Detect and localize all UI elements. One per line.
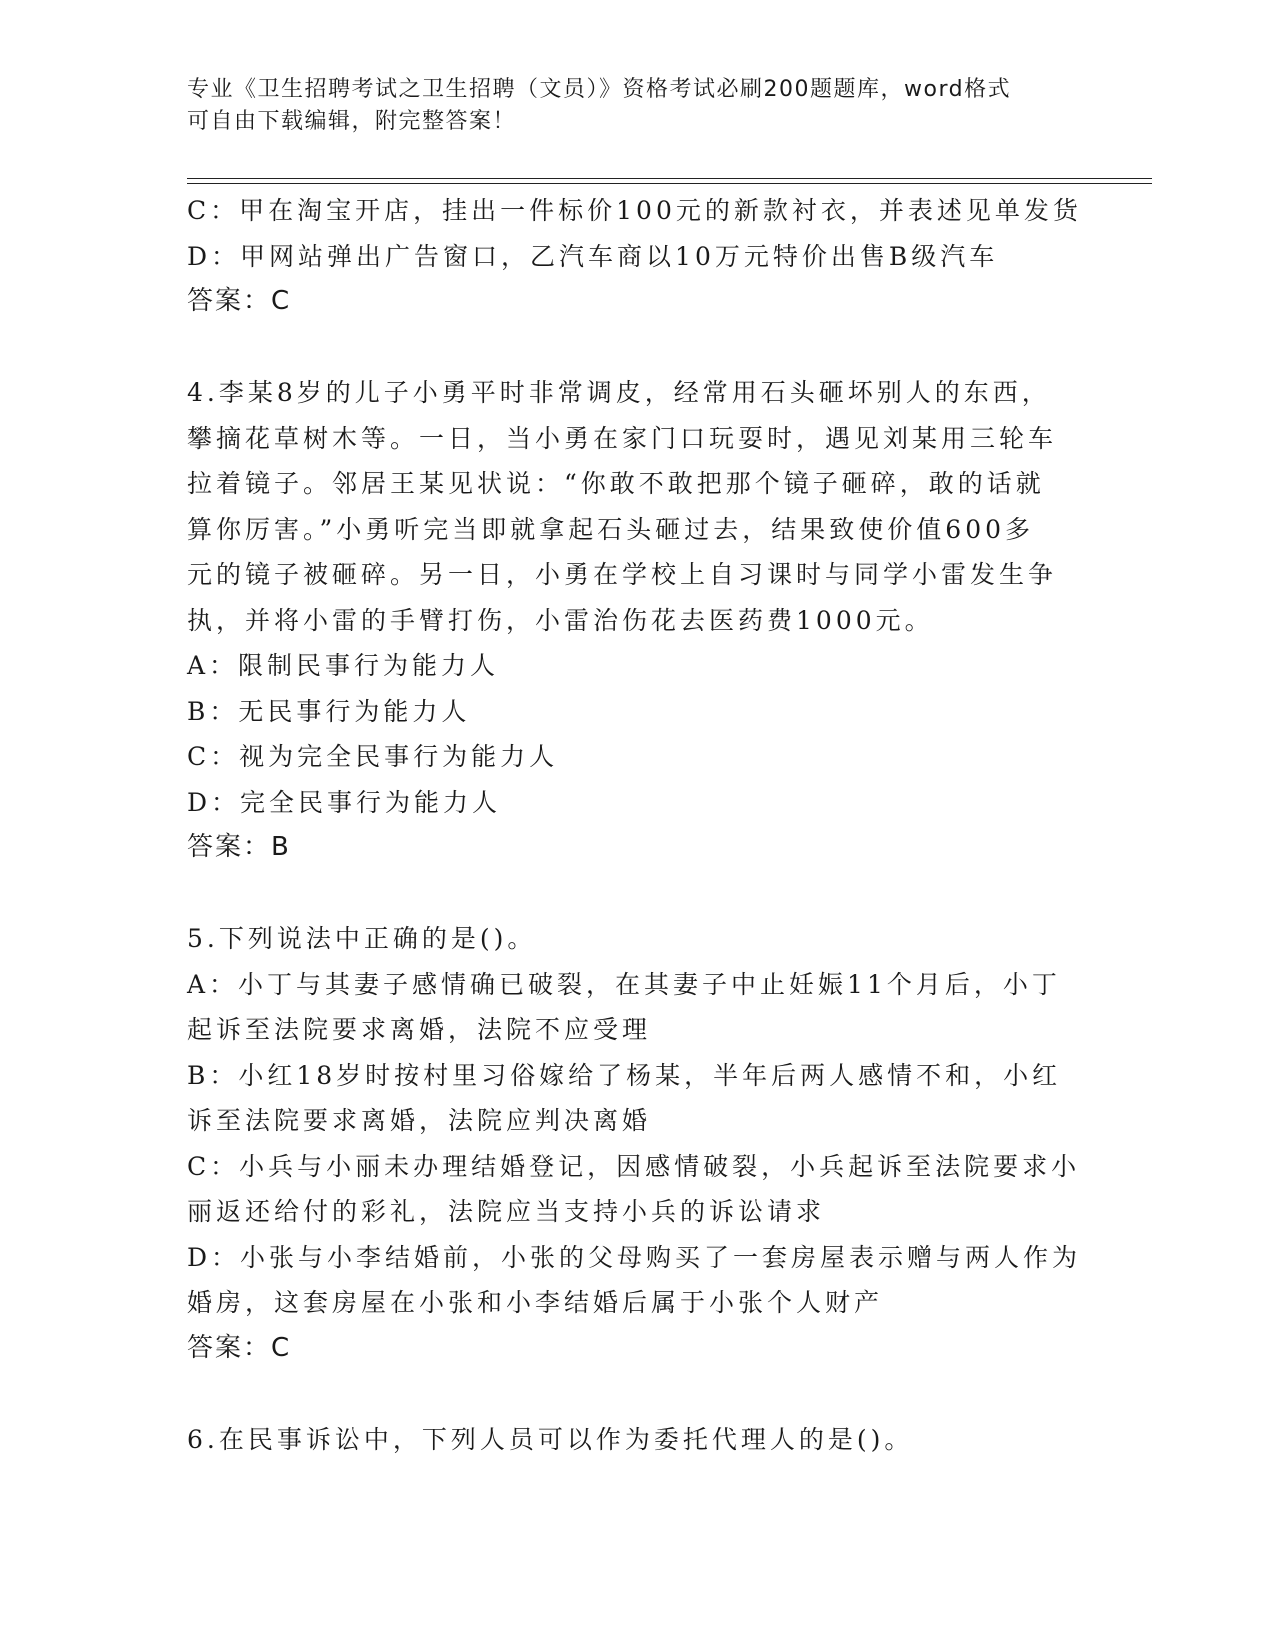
q5-option-a-cont: 起诉至法院要求离婚，法院不应受理: [187, 1015, 652, 1044]
question-5: [187, 916, 1087, 1371]
q4-option-c: C：视为完全民事行为能力人: [187, 742, 559, 771]
q5-option-b-cont: 诉至法院要求离婚，法院应判决离婚: [187, 1106, 652, 1135]
q5-option-d-cont: 婚房，这套房屋在小张和小李结婚后属于小张个人财产: [187, 1288, 884, 1317]
q3-option-d: D：甲网站弹出广告窗口，乙汽车商以10万元特价出售B级汽车: [187, 241, 999, 271]
question-6: [187, 1417, 1087, 1463]
q5-option-c: C：小兵与小丽未办理结婚登记，因感情破裂，小兵起诉至法院要求小: [187, 1151, 1081, 1181]
spacer: [187, 871, 1087, 917]
document-header: [187, 74, 1067, 138]
spacer: [187, 325, 1087, 371]
header-title-line-1: 专业《卫生招聘考试之卫生招聘（文员）》资格考试必刷200题题库，word格式: [187, 77, 1012, 102]
q3-answer: 答案：C: [187, 286, 292, 316]
q4-answer: 答案：B: [187, 832, 291, 862]
q5-option-c-cont: 丽返还给付的彩礼，法院应当支持小兵的诉讼请求: [187, 1197, 826, 1226]
q5-option-b: B：小红18岁时按村里习俗嫁给了杨某，半年后两人感情不和，小红: [187, 1060, 1062, 1090]
q5-option-d: D：小张与小李结婚前，小张的父母购买了一套房屋表示赠与两人作为: [187, 1242, 1082, 1272]
header-divider-bottom: [187, 183, 1152, 184]
document-body: [187, 188, 1087, 1462]
q4-stem-line: 执，并将小雷的手臂打伤，小雷治伤花去医药费1000元。: [187, 605, 934, 635]
header-divider-top: [187, 178, 1152, 179]
q4-option-a: A：限制民事行为能力人: [187, 651, 500, 680]
q5-option-a: A：小丁与其妻子感情确已破裂，在其妻子中止妊娠11个月后，小丁: [187, 969, 1061, 999]
q4-stem-line: 元的镜子被砸碎。另一日，小勇在学校上自习课时与同学小雷发生争: [187, 560, 1058, 589]
q4-stem-line: 4.李某8岁的儿子小勇平时非常调皮，经常用石头砸坏别人的东西，: [187, 378, 1051, 407]
spacer: [187, 1371, 1087, 1417]
header-title-line-2: 可自由下载编辑，附完整答案！: [187, 109, 517, 134]
q4-option-b: B：无民事行为能力人: [187, 696, 471, 726]
q4-stem-line: 算你厉害。”小勇听完当即就拿起石头砸过去，结果致使价值600多: [187, 514, 1035, 544]
question-4: [187, 370, 1087, 871]
question-3: [187, 188, 1087, 325]
q5-answer: 答案：C: [187, 1332, 292, 1363]
q4-stem-line: 攀摘花草树木等。一日，当小勇在家门口玩耍时，遇见刘某用三轮车: [187, 423, 1058, 453]
q6-stem: 6.在民事诉讼中，下列人员可以作为委托代理人的是()。: [187, 1424, 914, 1454]
q4-option-d: D：完全民事行为能力人: [187, 787, 502, 817]
q5-stem: 5.下列说法中正确的是()。: [187, 924, 537, 953]
q4-stem-line: 拉着镜子。邻居王某见状说：“你敢不敢把那个镜子砸碎，敢的话就: [187, 469, 1045, 498]
q3-option-c: C：甲在淘宝开店，挂出一件标价100元的新款衬衣，并表述见单发货: [187, 196, 1082, 225]
